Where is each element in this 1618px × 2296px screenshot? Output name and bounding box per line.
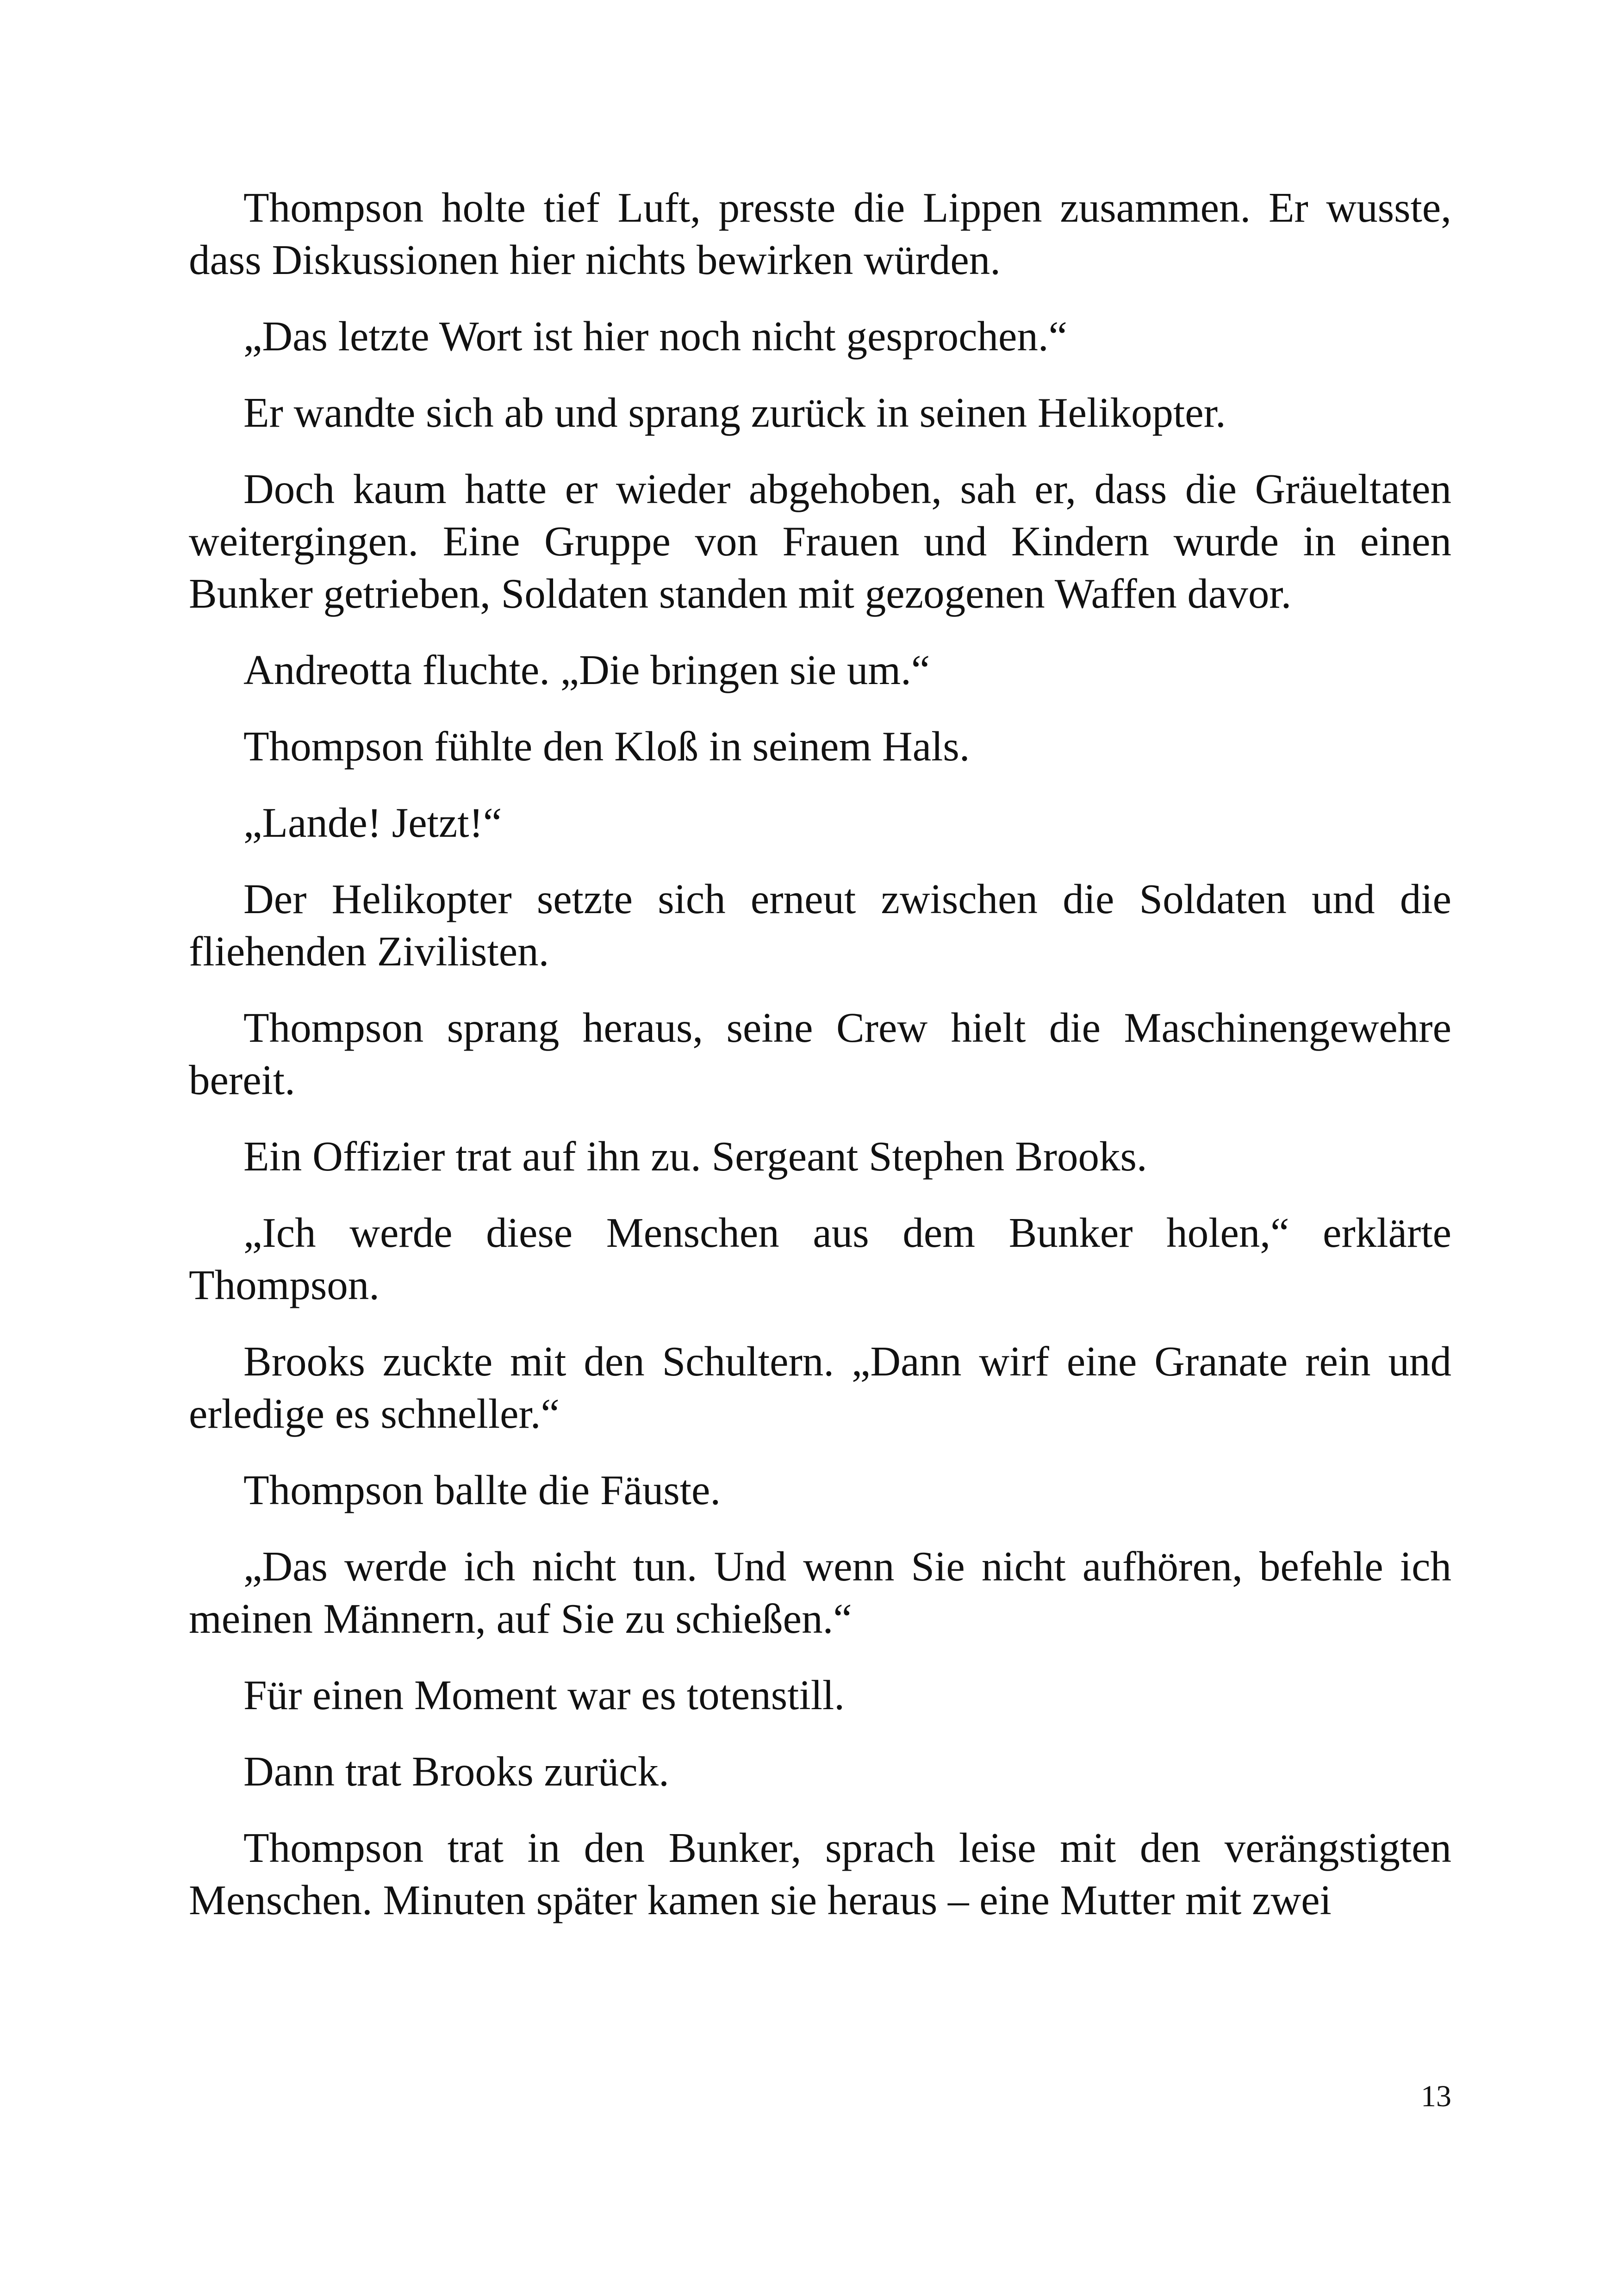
paragraph: Thompson holte tief Luft, presste die Lippen zusammen. Er wusste, dass Diskussionen hier nichts bewirken würden. bbox=[189, 184, 1451, 283]
page-number: 13 bbox=[1421, 2079, 1451, 2113]
paragraph: „Ich werde diese Menschen aus dem Bunker holen,“ erklärte Thompson. bbox=[189, 1209, 1451, 1308]
paragraph: Thompson sprang heraus, seine Crew hielt die Maschinengewehre bereit. bbox=[189, 1004, 1451, 1103]
paragraph: Doch kaum hatte er wieder abgehoben, sah er, dass die Gräueltaten weitergingen. Eine Gruppe von Frauen und Kindern wurde in einen Bunker getrieben, Soldaten standen mit gezogenen Waffen davor. bbox=[189, 466, 1451, 617]
paragraph: „Das letzte Wort ist hier noch nicht gesprochen.“ bbox=[243, 313, 1068, 360]
body-text bbox=[189, 181, 1451, 1950]
paragraph: Der Helikopter setzte sich erneut zwischen die Soldaten und die fliehenden Zivilisten. bbox=[189, 876, 1451, 975]
paragraph: Ein Offizier trat auf ihn zu. Sergeant Stephen Brooks. bbox=[243, 1133, 1147, 1180]
paragraph: Thompson fühlte den Kloß in seinem Hals. bbox=[243, 723, 970, 770]
paragraph: Thompson ballte die Fäuste. bbox=[243, 1467, 721, 1513]
paragraph: Thompson trat in den Bunker, sprach leise mit den verängstigten Menschen. Minuten später kamen sie heraus – eine Mutter mit zwei bbox=[189, 1824, 1451, 1923]
paragraph: Er wandte sich ab und sprang zurück in seinen Helikopter. bbox=[243, 389, 1226, 436]
paragraph: Brooks zuckte mit den Schultern. „Dann wirf eine Granate rein und erledige es schneller.“ bbox=[189, 1338, 1451, 1437]
paragraph: Andreotta fluchte. „Die bringen sie um.“ bbox=[243, 647, 930, 693]
paragraph: „Das werde ich nicht tun. Und wenn Sie nicht aufhören, befehle ich meinen Männern, auf Sie zu schießen.“ bbox=[189, 1543, 1451, 1642]
paragraph: „Lande! Jetzt!“ bbox=[243, 799, 502, 846]
paragraph: Dann trat Brooks zurück. bbox=[243, 1748, 669, 1795]
paragraph: Für einen Moment war es totenstill. bbox=[243, 1672, 845, 1718]
